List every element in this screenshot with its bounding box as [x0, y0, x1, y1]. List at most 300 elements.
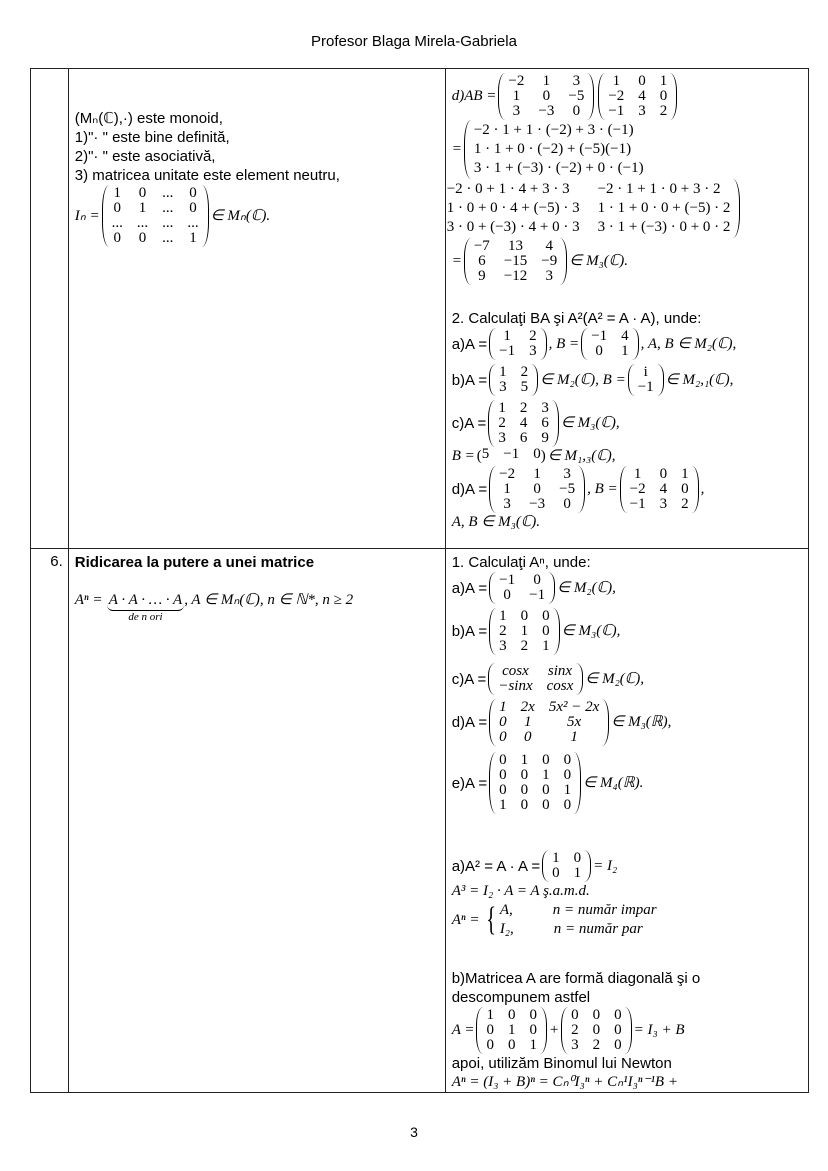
- ex2-d-tail: A, B ∈ M₃(ℂ).: [451, 514, 541, 530]
- matrix-cell: 4: [638, 88, 646, 104]
- matrix-cell: ...: [162, 230, 174, 246]
- row-number-cell: [31, 69, 69, 549]
- matrix-cell: −1: [608, 103, 625, 119]
- text: ∈ M₃(ℂ),: [560, 415, 620, 431]
- text: ,: [700, 481, 705, 497]
- ex2-c-b: [452, 447, 802, 466]
- label: a)A =: [451, 579, 488, 597]
- text: = I₃ + B: [633, 1022, 685, 1038]
- left-paren: [489, 364, 496, 396]
- cases: [483, 901, 656, 939]
- left-paren: [628, 364, 635, 396]
- section-title: Ridicarea la putere a unei matrice: [74, 554, 315, 571]
- left-paren: [489, 752, 496, 814]
- matrix-cell: 0: [638, 73, 646, 89]
- matrix-grid: [495, 663, 576, 695]
- text-line: 2)"· " este asociativă,: [74, 148, 216, 165]
- matrix-cell: −3: [529, 496, 546, 512]
- left-paren: [102, 185, 109, 247]
- matrix-cell: 5x: [566, 714, 582, 730]
- matrix-cell: 1: [529, 1037, 537, 1053]
- right-paren: [657, 364, 664, 396]
- matrix-cell: 0: [503, 587, 511, 603]
- matrix-cell: 0: [572, 103, 581, 119]
- matrix-grid: [109, 185, 202, 247]
- sol-a-line1: [452, 850, 802, 882]
- label: Aⁿ =: [451, 911, 480, 928]
- matrix-b: [598, 73, 677, 120]
- matrix-cell: 1: [659, 73, 668, 89]
- matrix: [476, 1007, 547, 1054]
- matrix-cell: 0: [542, 782, 550, 798]
- matrix-cell: −1: [499, 572, 516, 588]
- matrix-cell: 2: [519, 400, 528, 416]
- right-paren: ): [540, 448, 546, 464]
- matrix-cell: 2: [529, 328, 537, 344]
- text: ∈ M₂(ℂ), B =: [540, 371, 626, 388]
- matrix-cell: 0: [552, 865, 560, 881]
- matrix-cell: 3: [499, 379, 507, 395]
- matrix: [620, 466, 699, 513]
- matrix-cell: cosx: [546, 678, 574, 694]
- matrix-cell: 5: [520, 379, 529, 395]
- matrix-cell: 6: [519, 430, 528, 446]
- case-row: [500, 920, 657, 939]
- matrix-cell: 3: [512, 103, 521, 119]
- matrix-cell: −15: [503, 253, 528, 269]
- matrix-cell: 1: [542, 767, 550, 783]
- sol-b-line4: Aⁿ = (I₃ + B)ⁿ = Cₙ⁰I₃ⁿ + Cₙ¹I₃ⁿ⁻¹B +: [451, 1074, 678, 1090]
- matrix-cell: 0: [507, 1037, 516, 1053]
- text: ∈ M₂,₁(ℂ),: [665, 371, 734, 388]
- right-paren: [574, 752, 581, 814]
- matrix-cell: 0: [614, 1037, 622, 1053]
- label: e)A =: [451, 774, 488, 792]
- matrix-cell: 4: [659, 481, 668, 497]
- matrix-cell: 1: [138, 200, 147, 216]
- matrix-cell: 0: [533, 572, 541, 588]
- lhs: Aⁿ =: [74, 592, 103, 608]
- page-header: Profesor Blaga Mirela-Gabriela: [311, 33, 517, 50]
- sol-b-decomposition: [452, 1007, 802, 1054]
- label: a)A =: [451, 335, 488, 353]
- matrix-cell: 1: [498, 400, 506, 416]
- matrix-cell: 3: [499, 638, 507, 654]
- text: ∈ M₃(ℝ),: [611, 714, 672, 730]
- matrix-cell: 0: [507, 1007, 516, 1023]
- case-row: [500, 901, 657, 920]
- matrix-cell: 0: [563, 767, 572, 783]
- ex2-b: [452, 364, 802, 396]
- matrix: [489, 328, 546, 360]
- case-value: A,: [499, 902, 513, 918]
- matrix-cell: 3: [638, 103, 646, 119]
- text: ∈ M₄(ℝ).: [583, 774, 644, 791]
- matrix-cell: −9: [541, 253, 558, 269]
- matrix-cell: −1: [637, 379, 654, 395]
- content-table: [30, 68, 809, 1093]
- left-paren: [598, 73, 605, 120]
- brace-icon: {: [486, 901, 497, 938]
- matrix: [628, 364, 664, 396]
- matrix-cell: 0: [499, 752, 507, 768]
- left-paren: [561, 1007, 568, 1054]
- left-paren: [489, 608, 496, 655]
- case-condition: n = număr impar: [552, 902, 657, 918]
- ex2-c: [452, 400, 802, 447]
- matrix-cell: 0: [520, 608, 529, 624]
- text: = I₂: [593, 857, 618, 874]
- matrix-cell: 1: [113, 185, 121, 201]
- text: , B =: [587, 481, 618, 497]
- right-paren: [560, 238, 567, 285]
- exercises-cell: [445, 549, 808, 1093]
- result-line: [452, 238, 802, 285]
- equals: =: [451, 253, 462, 269]
- matrix: [489, 752, 581, 814]
- matrix-cell: 0: [138, 185, 147, 201]
- matrix-cell: 0: [524, 729, 532, 745]
- matrix-cell: 3: [503, 496, 511, 512]
- sol-a-cases: [452, 901, 802, 939]
- matrix-cell: 1: [499, 699, 507, 715]
- matrix-cell: 0: [563, 752, 572, 768]
- matrix-cell: 2: [681, 496, 689, 512]
- text-line: (Mₙ(ℂ),·) este monoid,: [74, 110, 223, 127]
- matrix-cell: 0: [542, 752, 550, 768]
- left-paren: [488, 663, 495, 695]
- conditions: , A ∈ Mₙ(ℂ), n ∈ ℕ*, n ≥ 2: [184, 592, 354, 608]
- matrix: [581, 328, 638, 360]
- matrix-cell: 2: [520, 638, 529, 654]
- matrix-cell: 0: [189, 200, 197, 216]
- matrix-cell: −2 · 0 + 1 · 4 + 3 · 3: [446, 181, 570, 197]
- matrix-cell: 0: [573, 850, 582, 866]
- matrix-cell: 1: [573, 865, 582, 881]
- case-condition: n = număr par: [553, 921, 643, 937]
- matrix-cell: 1: [552, 850, 560, 866]
- matrix-cell: 1: [507, 1022, 516, 1038]
- matrix-cell: 1: [503, 481, 511, 497]
- matrix-cell: ...: [187, 215, 199, 231]
- matrix-cell: 1: [563, 782, 572, 798]
- ex2-a: [452, 328, 802, 360]
- matrix-a: [498, 73, 594, 120]
- matrix-cell: 0: [520, 782, 529, 798]
- right-paren: [540, 1007, 547, 1054]
- matrix-cell: 3: [659, 496, 668, 512]
- matrix-cell: −1: [629, 496, 646, 512]
- matrix-cell: −5: [568, 88, 585, 104]
- matrix-cell: 2: [499, 623, 507, 639]
- row-number: 6.: [50, 553, 63, 570]
- right-paren: [625, 1007, 632, 1054]
- identity-suffix: ∈ Mₙ(ℂ).: [210, 207, 271, 224]
- matrix-cell: 1: [542, 638, 550, 654]
- matrix-cell: 0: [486, 1037, 494, 1053]
- right-paren: [587, 73, 594, 120]
- matrix-grid: [471, 238, 560, 285]
- left-paren: (: [476, 448, 482, 464]
- label: d)A =: [451, 481, 488, 498]
- table-row: [31, 549, 809, 1093]
- table-row: [31, 69, 809, 549]
- matrix-cell: 1: [681, 466, 689, 482]
- matrix-cell: −5: [559, 481, 576, 497]
- result-matrix: [464, 238, 567, 285]
- matrix-cell: −2: [508, 73, 525, 89]
- right-paren: [531, 364, 538, 396]
- ex1-d: [452, 699, 802, 746]
- matrix-cell: 3 · 0 + (−3) · 4 + 0 · 3: [446, 219, 580, 235]
- text: ∈ M₂(ℂ),: [557, 579, 616, 596]
- matrix-cell: 0: [499, 714, 507, 730]
- matrix-cell: 1 · 1 + 0 · (−2) + (−5)(−1): [473, 141, 632, 157]
- right-paren: [202, 185, 209, 247]
- matrix: [489, 572, 555, 604]
- exercises-cell: [445, 69, 808, 549]
- matrix-cell: 2: [659, 103, 668, 119]
- matrix: [489, 699, 609, 746]
- matrix-cell: 0: [659, 466, 668, 482]
- matrix-cell: 1: [503, 328, 511, 344]
- matrix-cell: 0: [520, 767, 529, 783]
- matrix-cell: −2: [608, 88, 625, 104]
- matrix-cell: 6: [478, 253, 486, 269]
- matrix-cell: 0: [533, 481, 541, 497]
- left-paren: [489, 572, 496, 604]
- matrix: [561, 1007, 632, 1054]
- matrix-cell: 3: [529, 343, 537, 359]
- matrix-cell: 0: [563, 797, 572, 813]
- text: , A, B ∈ M₂(ℂ),: [640, 335, 737, 352]
- matrix-cell: 0: [614, 1007, 622, 1023]
- matrix-cell: 0: [571, 1007, 579, 1023]
- matrix-grid: [495, 400, 552, 447]
- matrix-cell: 0: [542, 608, 550, 624]
- matrix-cell: 4: [545, 238, 554, 254]
- expansion-col23: [444, 179, 741, 238]
- matrix-cell: −3: [538, 103, 555, 119]
- left-paren: [581, 328, 588, 360]
- right-paren: [602, 699, 609, 746]
- matrix-cell: 2: [520, 364, 529, 380]
- matrix-cell: 1: [499, 608, 507, 624]
- right-paren: [548, 572, 555, 604]
- matrix-cell: 0: [499, 782, 507, 798]
- row-number-cell: [31, 549, 69, 1093]
- ex1-a: [452, 572, 802, 604]
- matrix-cell: 3: [498, 430, 506, 446]
- right-paren: [692, 466, 699, 513]
- power-definition: [75, 591, 439, 623]
- matrix-cell: 3: [572, 73, 581, 89]
- label: a)A² = A · A =: [451, 857, 541, 875]
- right-paren: [552, 400, 559, 447]
- matrix: [489, 364, 538, 396]
- matrix-cell: cosx: [502, 663, 529, 679]
- matrix-grid: [483, 1007, 540, 1054]
- matrix-cell: 2: [592, 1037, 601, 1053]
- left-paren: [476, 1007, 483, 1054]
- label: A =: [451, 1022, 475, 1038]
- label: c)A =: [451, 670, 487, 688]
- text-line: 1)"· " este bine definită,: [74, 129, 230, 146]
- matrix-cell: 5: [481, 446, 490, 462]
- matrix-cell: 1: [542, 73, 551, 89]
- label: d)A =: [451, 714, 488, 731]
- text: ∈ M₃(ℂ),: [561, 623, 621, 639]
- sol-b-line2: descompunem astfel: [451, 989, 591, 1006]
- identity-label: Iₙ =: [74, 207, 100, 224]
- matrix-grid: [505, 73, 587, 120]
- matrix-cell: 1: [524, 714, 532, 730]
- matrix: [542, 850, 591, 882]
- matrix-cell: −2: [499, 466, 516, 482]
- matrix-grid: [471, 120, 647, 179]
- label: B =: [451, 448, 475, 464]
- matrix-cell: 0: [542, 623, 550, 639]
- matrix-cell: 0: [529, 1022, 537, 1038]
- matrix-cell: 4: [621, 328, 629, 344]
- matrix-grid: [568, 1007, 625, 1054]
- exercise-2-title: 2. Calculaţi BA şi A²(A² = A · A), unde:: [451, 310, 702, 327]
- left-paren: [464, 238, 471, 285]
- matrix-cell: 2: [498, 415, 506, 431]
- matrix-cell: −sinx: [498, 678, 533, 694]
- matrix-cell: 0: [533, 446, 541, 462]
- matrix-cell: ...: [162, 185, 174, 201]
- matrix-grid: [496, 328, 539, 360]
- matrix-grid: [588, 328, 631, 360]
- matrix-cell: ...: [162, 200, 174, 216]
- left-paren: [498, 73, 505, 120]
- matrix-grid: [482, 447, 541, 466]
- equals: =: [451, 141, 462, 157]
- matrix-grid: [627, 466, 692, 513]
- matrix-grid: [496, 572, 548, 604]
- matrix-cell: 6: [541, 415, 549, 431]
- matrix-grid: [496, 364, 531, 396]
- matrix-cell: ...: [111, 215, 123, 231]
- matrix-cell: 3: [563, 466, 571, 482]
- matrix-cell: 3 · 1 + (−3) · (−2) + 0 · (−1): [473, 160, 644, 176]
- matrix-cell: 2x: [520, 699, 535, 715]
- matrix-grid: [605, 73, 670, 120]
- matrix-cell: 2: [571, 1022, 579, 1038]
- label: d)AB =: [451, 88, 497, 104]
- left-paren: [489, 699, 496, 746]
- sol-b-line3: apoi, utilizăm Binomul lui Newton: [451, 1055, 672, 1072]
- matrix-cell: 1: [520, 623, 529, 639]
- ex1-b: [452, 608, 802, 655]
- matrix-cell: 0: [592, 1007, 601, 1023]
- exercise-1-title: 1. Calculaţi Aⁿ, unde:: [451, 554, 591, 571]
- matrix-cell: 9: [541, 430, 549, 446]
- product: A · A · … · A: [107, 591, 185, 611]
- matrix-grid: [496, 752, 574, 814]
- left-paren: [542, 850, 549, 882]
- matrix-grid: [496, 608, 553, 655]
- expansion-line: [452, 120, 802, 179]
- matrix-cell: 0: [542, 88, 551, 104]
- matrix-cell: 0: [592, 1022, 601, 1038]
- matrix-cell: 4: [519, 415, 528, 431]
- identity-line: [75, 185, 439, 247]
- matrix: [488, 400, 559, 447]
- matrix-cell: 9: [478, 268, 486, 284]
- matrix-cell: −1: [529, 587, 546, 603]
- left-paren: [620, 466, 627, 513]
- sol-a-line2: A³ = I₂ · A = A ş.a.m.d.: [451, 883, 590, 899]
- matrix-cell: 1: [486, 1007, 494, 1023]
- matrix-cell: 0: [529, 1007, 537, 1023]
- text: ∈ M₁,₃(ℂ),: [547, 448, 616, 464]
- right-paren: [540, 328, 547, 360]
- matrix: [489, 466, 585, 513]
- matrix-cell: 0: [563, 496, 571, 512]
- matrix-cell: 3: [545, 268, 554, 284]
- matrix-grid: [496, 699, 602, 746]
- matrix-cell: 1: [520, 752, 529, 768]
- page-number: 3: [410, 1124, 418, 1140]
- matrix-cell: 1: [633, 466, 642, 482]
- matrix-cell: 1: [499, 797, 507, 813]
- matrix-cell: 0: [595, 343, 603, 359]
- label: b)A =: [451, 623, 488, 640]
- matrix-cell: 0: [659, 88, 668, 104]
- matrix-cell: 3 · 1 + (−3) · 0 + 0 · 2: [597, 219, 731, 235]
- matrix-cell: 3: [571, 1037, 579, 1053]
- expansion-line: [446, 179, 802, 238]
- matrix-cell: 1: [533, 466, 541, 482]
- matrix-cell: −1: [591, 328, 608, 344]
- theory-cell: [68, 549, 445, 1093]
- matrix-cell: 0: [499, 729, 507, 745]
- right-paren: [553, 608, 560, 655]
- matrix-cell: 1 · 1 + 0 · 0 + (−5) · 2: [597, 200, 731, 216]
- ex1-c: [452, 663, 802, 695]
- matrix-cell: 1: [612, 73, 621, 89]
- matrix-grid: [496, 466, 578, 513]
- matrix-grid: [635, 364, 657, 396]
- matrix-cell: 0: [520, 797, 529, 813]
- matrix: [488, 663, 583, 695]
- label: c)A =: [451, 415, 487, 432]
- matrix-cell: −12: [503, 268, 528, 284]
- matrix-cell: 1: [621, 343, 629, 359]
- matrix-cell: −7: [473, 238, 490, 254]
- sol-b-line1: b)Matricea A are formă diagonală şi o: [451, 970, 701, 987]
- matrix-cell: 0: [681, 481, 689, 497]
- matrix-cell: i: [643, 364, 648, 380]
- matrix: [489, 608, 560, 655]
- ex1-e: [452, 752, 802, 814]
- matrix-cell: 1 · 0 + 0 · 4 + (−5) · 3: [446, 200, 580, 216]
- matrix-cell: −2 · 1 + 1 · 0 + 3 · 2: [597, 181, 721, 197]
- row-vector: [477, 447, 546, 466]
- plus: +: [548, 1022, 560, 1038]
- matrix-cell: 0: [138, 230, 147, 246]
- matrix-cell: 1: [499, 364, 507, 380]
- text: , B =: [548, 335, 580, 352]
- matrix-cell: 1: [512, 88, 521, 104]
- matrix-cell: −2: [629, 481, 646, 497]
- suffix: ∈ M₃(ℂ).: [569, 253, 628, 269]
- matrix-cell: 0: [486, 1022, 494, 1038]
- expansion-col1: [464, 120, 647, 179]
- matrix-cell: 0: [499, 767, 507, 783]
